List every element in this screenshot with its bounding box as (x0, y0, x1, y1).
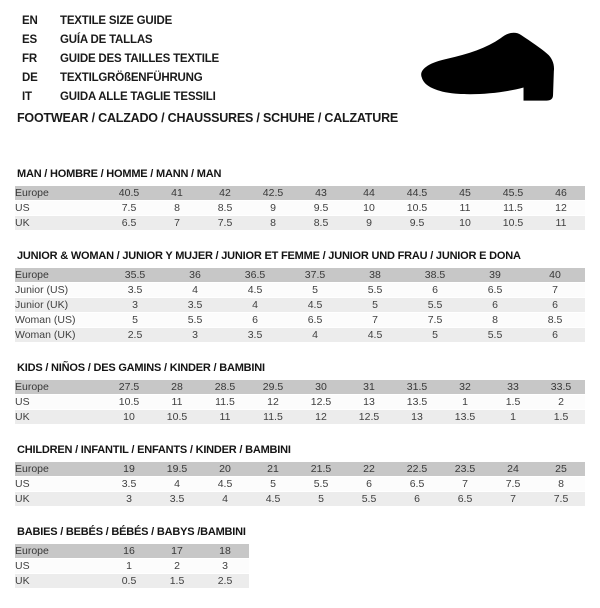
language-title-block (22, 12, 219, 107)
size-value-cell: 1 (489, 410, 537, 424)
language-code: IT (22, 91, 32, 103)
size-value-cell: 6 (225, 313, 285, 327)
size-value-cell: 4.5 (225, 283, 285, 297)
size-value-cell: 6 (393, 492, 441, 506)
size-value-cell: 11 (201, 410, 249, 424)
size-value-cell: 7.5 (105, 201, 153, 215)
size-table-title: BABIES / BEBÉS / BÉBÉS / BABYS /BAMBINI (17, 526, 246, 538)
size-value-cell: 10.5 (489, 216, 537, 230)
table-row (15, 462, 585, 476)
size-value-cell: 44 (345, 186, 393, 200)
size-value-cell: 45 (441, 186, 489, 200)
row-label-cell: UK (15, 216, 105, 230)
size-value-cell: 1 (105, 559, 153, 573)
size-value-cell: 3 (165, 328, 225, 342)
table-row (15, 410, 585, 424)
size-value-cell: 3 (201, 559, 249, 573)
size-value-cell: 3 (105, 298, 165, 312)
row-label-cell: US (15, 395, 105, 409)
size-value-cell: 5 (297, 492, 345, 506)
size-value-cell: 11 (537, 216, 585, 230)
language-row (22, 50, 219, 69)
row-label-cell: Europe (15, 544, 105, 558)
size-value-cell: 10.5 (393, 201, 441, 215)
size-value-cell: 3.5 (165, 298, 225, 312)
row-label-cell: UK (15, 410, 105, 424)
size-value-cell: 8.5 (525, 313, 585, 327)
size-value-cell: 30 (297, 380, 345, 394)
size-value-cell: 4 (201, 492, 249, 506)
size-value-cell: 3.5 (105, 283, 165, 297)
size-value-cell: 6 (525, 328, 585, 342)
language-title: GUÍA DE TALLAS (60, 34, 153, 46)
category-heading: FOOTWEAR / CALZADO / CHAUSSURES / SCHUHE / CALZATURE (17, 111, 399, 125)
size-value-cell: 1.5 (537, 410, 585, 424)
size-value-cell: 1.5 (489, 395, 537, 409)
size-table (15, 461, 585, 507)
size-value-cell: 6 (525, 298, 585, 312)
size-value-cell: 44.5 (393, 186, 441, 200)
size-value-cell: 20 (201, 462, 249, 476)
size-value-cell: 6.5 (441, 492, 489, 506)
size-value-cell: 11.5 (249, 410, 297, 424)
table-row (15, 574, 249, 588)
size-value-cell: 7.5 (537, 492, 585, 506)
row-label-cell: Woman (UK) (15, 328, 105, 342)
size-value-cell: 0.5 (105, 574, 153, 588)
language-title: TEXTILE SIZE GUIDE (60, 15, 173, 27)
table-row (15, 492, 585, 506)
size-table (15, 267, 585, 343)
size-value-cell: 8.5 (201, 201, 249, 215)
size-value-cell: 40 (525, 268, 585, 282)
table-row (15, 268, 585, 282)
size-value-cell: 28 (153, 380, 201, 394)
size-table-title: JUNIOR & WOMAN / JUNIOR Y MUJER / JUNIOR ET FEMME / JUNIOR UND FRAU / JUNIOR E DONA (17, 250, 521, 262)
size-value-cell: 38 (345, 268, 405, 282)
size-value-cell: 19 (105, 462, 153, 476)
size-value-cell: 8.5 (297, 216, 345, 230)
size-value-cell: 7 (153, 216, 201, 230)
language-title: GUIDA ALLE TAGLIE TESSILI (60, 91, 216, 103)
size-value-cell: 7 (489, 492, 537, 506)
size-value-cell: 5 (345, 298, 405, 312)
size-table (15, 543, 249, 589)
size-value-cell: 13.5 (393, 395, 441, 409)
size-value-cell: 4.5 (249, 492, 297, 506)
size-value-cell: 11.5 (201, 395, 249, 409)
size-value-cell: 1.5 (153, 574, 201, 588)
size-value-cell: 5 (249, 477, 297, 491)
size-value-cell: 11 (441, 201, 489, 215)
size-value-cell: 9.5 (297, 201, 345, 215)
size-value-cell: 6 (465, 298, 525, 312)
size-value-cell: 10.5 (105, 395, 153, 409)
language-code: EN (22, 15, 38, 27)
size-value-cell: 7 (441, 477, 489, 491)
size-value-cell: 21.5 (297, 462, 345, 476)
size-value-cell: 5.5 (405, 298, 465, 312)
size-value-cell: 5.5 (165, 313, 225, 327)
size-value-cell: 29.5 (249, 380, 297, 394)
row-label-cell: UK (15, 574, 105, 588)
shoe-icon (398, 26, 590, 108)
size-value-cell: 3.5 (153, 492, 201, 506)
size-value-cell: 4 (225, 298, 285, 312)
language-title: GUIDE DES TAILLES TEXTILE (60, 53, 219, 65)
size-value-cell: 5.5 (465, 328, 525, 342)
size-value-cell: 6 (405, 283, 465, 297)
size-value-cell: 12 (537, 201, 585, 215)
size-value-cell: 9 (249, 201, 297, 215)
size-value-cell: 38.5 (405, 268, 465, 282)
language-code: DE (22, 72, 38, 84)
size-value-cell: 4 (165, 283, 225, 297)
size-value-cell: 2.5 (201, 574, 249, 588)
size-value-cell: 4.5 (345, 328, 405, 342)
row-label-cell: Junior (US) (15, 283, 105, 297)
size-value-cell: 10 (441, 216, 489, 230)
size-value-cell: 5.5 (297, 477, 345, 491)
size-table (15, 379, 585, 425)
size-value-cell: 7.5 (489, 477, 537, 491)
table-row (15, 283, 585, 297)
size-value-cell: 23.5 (441, 462, 489, 476)
size-value-cell: 40.5 (105, 186, 153, 200)
size-value-cell: 6.5 (393, 477, 441, 491)
table-row (15, 313, 585, 327)
size-value-cell: 25 (537, 462, 585, 476)
table-row (15, 559, 249, 573)
size-value-cell: 12 (297, 410, 345, 424)
size-value-cell: 12.5 (297, 395, 345, 409)
table-row (15, 201, 585, 215)
size-value-cell: 24 (489, 462, 537, 476)
size-value-cell: 16 (105, 544, 153, 558)
size-value-cell: 42.5 (249, 186, 297, 200)
size-value-cell: 35.5 (105, 268, 165, 282)
size-value-cell: 19.5 (153, 462, 201, 476)
size-value-cell: 6 (345, 477, 393, 491)
size-value-cell: 4.5 (285, 298, 345, 312)
size-table-section (15, 168, 585, 231)
size-value-cell: 5 (105, 313, 165, 327)
size-value-cell: 11.5 (489, 201, 537, 215)
size-value-cell: 2.5 (105, 328, 165, 342)
size-value-cell: 8 (249, 216, 297, 230)
size-value-cell: 13.5 (441, 410, 489, 424)
size-value-cell: 33 (489, 380, 537, 394)
size-value-cell: 7 (345, 313, 405, 327)
language-code: ES (22, 34, 37, 46)
table-row (15, 544, 249, 558)
size-table-section (15, 250, 585, 343)
size-value-cell: 46 (537, 186, 585, 200)
size-value-cell: 22 (345, 462, 393, 476)
size-value-cell: 7 (525, 283, 585, 297)
size-value-cell: 5.5 (345, 492, 393, 506)
row-label-cell: Europe (15, 380, 105, 394)
size-value-cell: 12.5 (345, 410, 393, 424)
size-value-cell: 4 (285, 328, 345, 342)
size-table (15, 185, 585, 231)
size-value-cell: 42 (201, 186, 249, 200)
size-value-cell: 36 (165, 268, 225, 282)
size-value-cell: 10.5 (153, 410, 201, 424)
size-value-cell: 18 (201, 544, 249, 558)
size-value-cell: 32 (441, 380, 489, 394)
size-value-cell: 39 (465, 268, 525, 282)
size-value-cell: 3.5 (105, 477, 153, 491)
size-value-cell: 21 (249, 462, 297, 476)
table-row (15, 477, 585, 491)
size-value-cell: 6.5 (105, 216, 153, 230)
size-value-cell: 5.5 (345, 283, 405, 297)
size-value-cell: 3.5 (225, 328, 285, 342)
size-table-title: KIDS / NIÑOS / DES GAMINS / KINDER / BAMBINI (17, 362, 265, 374)
table-row (15, 216, 585, 230)
size-value-cell: 43 (297, 186, 345, 200)
size-value-cell: 4 (153, 477, 201, 491)
language-row (22, 88, 219, 107)
size-value-cell: 5 (285, 283, 345, 297)
language-title: TEXTILGRÖßENFÜHRUNG (60, 72, 203, 84)
row-label-cell: UK (15, 492, 105, 506)
size-value-cell: 10 (345, 201, 393, 215)
table-row (15, 395, 585, 409)
table-row (15, 186, 585, 200)
row-label-cell: Europe (15, 462, 105, 476)
size-value-cell: 7.5 (201, 216, 249, 230)
size-value-cell: 37.5 (285, 268, 345, 282)
size-value-cell: 1 (441, 395, 489, 409)
size-value-cell: 45.5 (489, 186, 537, 200)
size-table-title: MAN / HOMBRE / HOMME / MANN / MAN (17, 168, 222, 180)
size-value-cell: 8 (537, 477, 585, 491)
size-value-cell: 41 (153, 186, 201, 200)
size-value-cell: 27.5 (105, 380, 153, 394)
row-label-cell: Junior (UK) (15, 298, 105, 312)
size-value-cell: 11 (153, 395, 201, 409)
size-table-section (15, 362, 585, 425)
table-row (15, 298, 585, 312)
size-table-section (15, 444, 585, 507)
size-tables (15, 168, 585, 608)
size-value-cell: 9.5 (393, 216, 441, 230)
size-value-cell: 17 (153, 544, 201, 558)
table-row (15, 380, 585, 394)
row-label-cell: US (15, 201, 105, 215)
size-value-cell: 28.5 (201, 380, 249, 394)
language-row (22, 12, 219, 31)
size-value-cell: 2 (153, 559, 201, 573)
size-value-cell: 13 (393, 410, 441, 424)
size-table-section (15, 526, 585, 589)
row-label-cell: US (15, 477, 105, 491)
size-value-cell: 8 (153, 201, 201, 215)
row-label-cell: Europe (15, 186, 105, 200)
size-value-cell: 3 (105, 492, 153, 506)
size-value-cell: 13 (345, 395, 393, 409)
size-value-cell: 33.5 (537, 380, 585, 394)
size-value-cell: 12 (249, 395, 297, 409)
language-row (22, 31, 219, 50)
size-value-cell: 6.5 (465, 283, 525, 297)
size-value-cell: 7.5 (405, 313, 465, 327)
size-value-cell: 2 (537, 395, 585, 409)
row-label-cell: US (15, 559, 105, 573)
size-value-cell: 36.5 (225, 268, 285, 282)
size-value-cell: 22.5 (393, 462, 441, 476)
size-table-title: CHILDREN / INFANTIL / ENFANTS / KINDER / BAMBINI (17, 444, 291, 456)
size-value-cell: 31.5 (393, 380, 441, 394)
row-label-cell: Europe (15, 268, 105, 282)
language-code: FR (22, 53, 37, 65)
size-value-cell: 31 (345, 380, 393, 394)
table-row (15, 328, 585, 342)
language-row (22, 69, 219, 88)
size-value-cell: 9 (345, 216, 393, 230)
size-value-cell: 4.5 (201, 477, 249, 491)
size-value-cell: 8 (465, 313, 525, 327)
row-label-cell: Woman (US) (15, 313, 105, 327)
size-value-cell: 5 (405, 328, 465, 342)
size-value-cell: 10 (105, 410, 153, 424)
size-value-cell: 6.5 (285, 313, 345, 327)
